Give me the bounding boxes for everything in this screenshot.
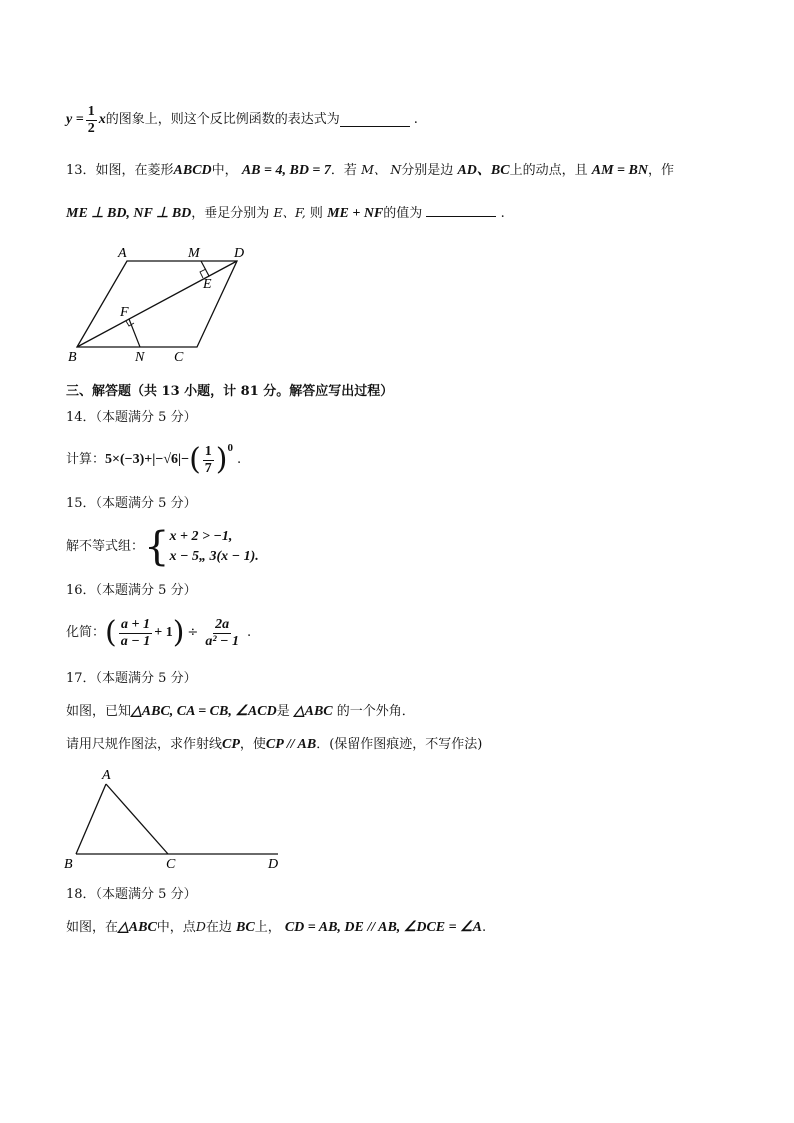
q15-header: 15．（本题满分 5 分） — [66, 496, 197, 511]
label-B: B — [64, 857, 73, 872]
diagonal-bd — [77, 261, 237, 347]
label-B: B — [68, 350, 77, 365]
label-D: D — [234, 246, 245, 261]
q18-text: 如图，在 — [66, 920, 119, 935]
q13-text: ．若 — [330, 163, 357, 178]
q13-line1 — [66, 162, 674, 179]
frac-denominator: a − 1 — [120, 633, 151, 649]
left-paren: ( — [105, 615, 117, 650]
q13-sides: AD、BC — [457, 163, 510, 178]
q18-line — [66, 919, 486, 936]
q17-text: 是 — [276, 704, 290, 719]
side-bc: BC — [236, 920, 255, 935]
period: . — [500, 206, 505, 221]
q17-triangle: △ABC — [293, 704, 333, 719]
q15-label: 解不等式组： — [66, 539, 145, 554]
y-equals: y = — [66, 112, 84, 127]
period: . — [482, 920, 487, 935]
parallel-condition: CP // AB — [265, 737, 317, 752]
q17-line1 — [66, 704, 415, 720]
fraction-a-plus-1-over-a-minus-1 — [119, 617, 152, 650]
q14-header: 14．（本题满分 5 分） — [66, 410, 197, 425]
q13-expression: ME + NF — [327, 206, 384, 221]
right-paren: ) — [172, 615, 185, 650]
q13-prefix: 13．如图，在菱形 — [66, 163, 174, 178]
q15-line — [66, 525, 259, 569]
q13-line2 — [66, 204, 505, 222]
frac-numerator: a + 1 — [120, 616, 150, 632]
q12-tail-line — [66, 100, 418, 140]
q13-text: ，作 — [647, 163, 674, 178]
frac-numerator: 2a — [215, 616, 230, 632]
q18-conditions: CD = AB, DE // AB, ∠DCE = ∠A — [284, 920, 483, 935]
plus-one: + 1 — [154, 625, 173, 640]
right-paren: ) — [215, 442, 228, 477]
frac-denominator: 7 — [204, 460, 212, 476]
frac-denominator: 2 — [87, 120, 95, 136]
label-A: A — [102, 768, 111, 783]
answer-blank[interactable] — [340, 114, 410, 127]
q14-line — [66, 438, 241, 482]
x-variable: x — [98, 112, 106, 127]
frac-denominator: a² − 1 — [205, 633, 240, 649]
label-D: D — [268, 857, 279, 872]
q13-feet: E、F, — [273, 205, 306, 220]
segment-me — [201, 261, 209, 276]
rhombus-figure — [60, 240, 260, 370]
triangle-figure — [60, 762, 290, 874]
frac-numerator: 1 — [87, 103, 95, 119]
q13-text: 分别是边 — [401, 163, 454, 178]
left-paren: ( — [189, 442, 201, 477]
fraction-one-seventh — [203, 444, 214, 477]
q17-given: △ABC, CA = CB, ∠ACD — [131, 704, 277, 719]
q18-triangle: △ABC — [118, 920, 157, 935]
label-N: N — [135, 350, 145, 365]
fraction-2a-over-a2-minus-1 — [203, 617, 241, 650]
q14-expression: 5×(−3)+|−√6|− — [105, 452, 190, 467]
q17-line2 — [66, 737, 482, 753]
inequality-2: x − 5„ 3(x − 1). — [169, 549, 259, 564]
fraction-one-half — [86, 104, 97, 137]
q14-label: 计算： — [66, 452, 106, 467]
period: . — [413, 112, 418, 127]
answer-blank[interactable] — [426, 204, 496, 217]
section-title: 三、解答题（共 13 小题，计 81 分。解答应写出过程） — [66, 384, 394, 399]
ray-cp: CP — [222, 737, 240, 752]
q13-text: 的值为 — [383, 206, 423, 221]
label-C: C — [166, 857, 176, 872]
q17-header: 17．（本题满分 5 分） — [66, 671, 197, 686]
label-C: C — [174, 350, 184, 365]
inequality-system — [169, 527, 258, 567]
q18-header: 18．（本题满分 5 分） — [66, 887, 197, 902]
label-E: E — [203, 277, 212, 292]
q17-text: 请用尺规作图法，求作射线 — [66, 737, 223, 752]
period: . — [247, 625, 252, 640]
q12-text: 的图象上，则这个反比例函数的表达式为 — [105, 112, 340, 127]
segment-nf — [129, 319, 140, 347]
q13-perpendiculars: ME ⊥ BD, NF ⊥ BD — [66, 206, 192, 221]
label-F: F — [120, 305, 129, 320]
rhombus-name: ABCD — [173, 163, 212, 178]
system-brace: { — [144, 524, 170, 570]
q13-points-mn: M、 N — [361, 162, 402, 177]
q18-text: 在边 — [205, 920, 232, 935]
q17-text: 的一个外角． — [336, 704, 415, 719]
q17-text: ，使 — [239, 737, 266, 752]
q18-text: 中，点 — [156, 920, 196, 935]
exponent-zero: 0 — [227, 442, 234, 454]
point-d: D — [195, 919, 206, 934]
label-M: M — [188, 246, 200, 261]
q13-text: ，垂足分别为 — [191, 206, 270, 221]
q16-label: 化简： — [66, 625, 106, 640]
q16-line — [66, 611, 251, 655]
label-A: A — [118, 246, 127, 261]
q13-text: 上的动点，且 — [509, 163, 588, 178]
q17-text: ．(保留作图痕迹，不写作法) — [316, 737, 483, 752]
q17-text: 如图，已知 — [66, 704, 132, 719]
q13-condition: AM = BN — [591, 163, 648, 178]
divide-sign: ÷ — [187, 625, 199, 640]
q13-text: 中， — [211, 163, 238, 178]
segment-ac — [106, 784, 168, 854]
q16-header: 16．（本题满分 5 分） — [66, 583, 197, 598]
frac-numerator: 1 — [204, 443, 212, 459]
q18-text: 上， — [254, 920, 281, 935]
period: . — [237, 452, 242, 467]
q13-text: 则 — [309, 206, 323, 221]
q13-lengths: AB = 4, BD = 7 — [241, 163, 331, 178]
segment-ab — [76, 784, 106, 854]
inequality-1: x + 2 > −1, — [169, 529, 233, 544]
